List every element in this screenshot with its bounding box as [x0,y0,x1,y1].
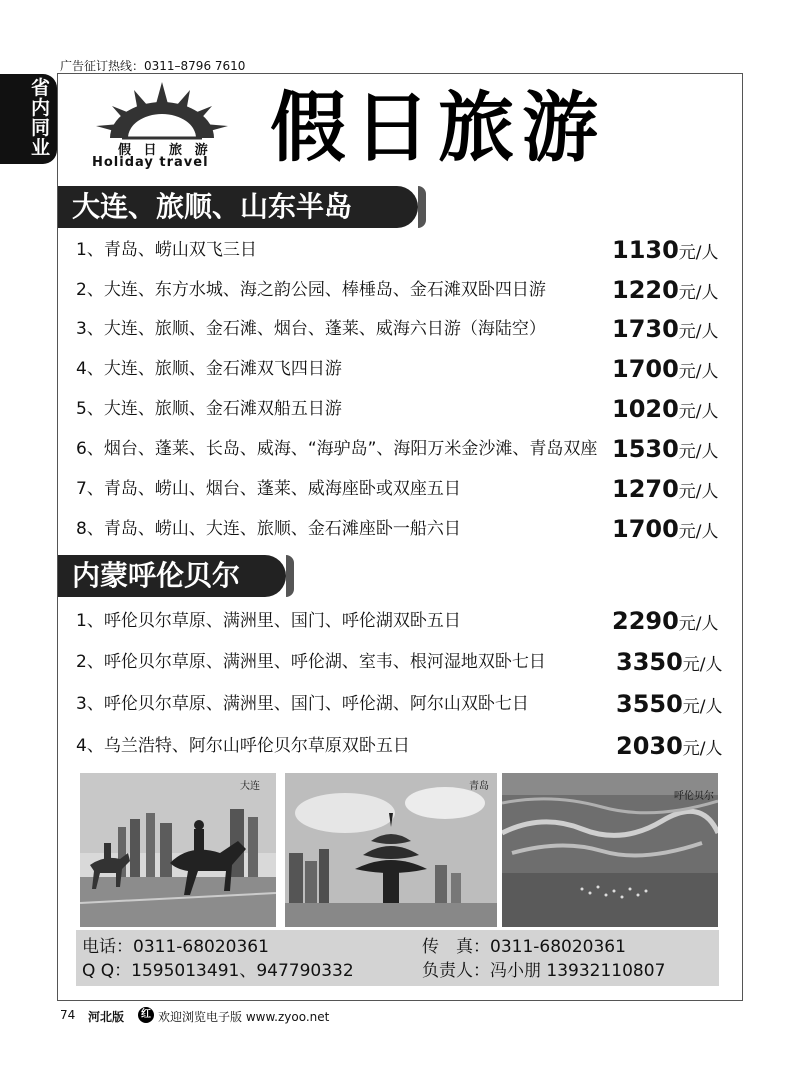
website-link[interactable]: 欢迎浏览电子版 www.zyoo.net [158,1010,330,1024]
route-name: 4、乌兰浩特、阿尔山呼伦贝尔草原双卧五日 [76,736,410,756]
edition-label: 河北版 [88,1010,125,1024]
route-name: 4、大连、旅顺、金石滩双飞四日游 [76,359,342,379]
contact-box [76,930,719,986]
route-price: 3350元/人 [616,648,723,676]
route-price: 1220元/人 [612,276,719,304]
route-name: 5、大连、旅顺、金石滩双船五日游 [76,399,342,419]
contact-manager: 负责人：冯小朋 13932110807 [422,961,666,981]
photo-caption: 大连 [240,781,260,792]
route-row [76,354,728,384]
route-name: 3、大连、旅顺、金石滩、烟台、蓬莱、威海六日游（海陆空） [76,319,546,339]
route-row [76,314,728,344]
dalian-horse-riders-image [80,773,276,927]
logo-cn-text: 假 日 旅 游 [118,143,212,158]
ad-hotline: 广告征订热线：0311–8796 7610 [60,59,246,73]
photo-qingdao [285,773,497,927]
route-row [76,731,728,761]
route-row [76,474,728,504]
route-name: 1、呼伦贝尔草原、满洲里、国门、呼伦湖双卧五日 [76,611,461,631]
hong-badge-icon: 红 [138,1007,154,1023]
route-name: 8、青岛、崂山、大连、旅顺、金石滩座卧一船六日 [76,519,461,539]
contact-qq: Q Q：1595013491、947790332 [82,961,354,981]
side-tab-char: 内 [31,97,51,119]
contact-fax: 传 真：0311-68020361 [422,937,626,957]
side-category-tab [0,74,57,164]
route-name: 1、青岛、崂山双飞三日 [76,240,257,260]
route-price: 2030元/人 [616,732,723,760]
qingdao-may-fourth-square-image [285,773,497,927]
route-row [76,606,728,636]
section-title-hulunbuir: 内蒙呼伦贝尔 [58,555,286,597]
page-title: 假日旅游 [270,83,606,172]
side-tab-char: 省 [31,77,51,99]
section-title-dalian: 大连、旅顺、山东半岛 [58,186,418,228]
route-row [76,275,728,305]
route-row [76,514,728,544]
route-price: 1530元/人 [612,435,719,463]
route-name: 7、青岛、崂山、烟台、蓬莱、威海座卧或双座五日 [76,479,461,499]
route-row [76,235,728,265]
photo-caption: 青岛 [469,781,489,792]
route-name: 3、呼伦贝尔草原、满洲里、国门、呼伦湖、阿尔山双卧七日 [76,694,529,714]
photo-caption: 呼伦贝尔 [674,791,714,802]
contact-phone: 电话：0311-68020361 [82,937,269,957]
route-name: 2、大连、东方水城、海之韵公园、棒棰岛、金石滩双卧四日游 [76,280,546,300]
route-row [76,394,728,424]
route-price: 2290元/人 [612,607,719,635]
photo-dalian [80,773,276,927]
route-price: 3550元/人 [616,690,723,718]
side-tab-char: 同 [31,117,51,139]
route-price: 1020元/人 [612,395,719,423]
route-price: 1130元/人 [612,236,719,264]
route-price: 1700元/人 [612,355,719,383]
side-tab-char: 业 [31,137,51,159]
route-name: 2、呼伦贝尔草原、满洲里、呼伦湖、室韦、根河湿地双卧七日 [76,652,546,672]
photo-hulunbuir [502,773,718,927]
route-price: 1730元/人 [612,315,719,343]
route-name: 6、烟台、蓬莱、长岛、威海、“海驴岛”、海阳万米金沙滩、青岛双座 [76,439,598,459]
route-price: 1700元/人 [612,515,719,543]
route-row [76,647,728,677]
route-row [76,434,728,464]
route-price: 1270元/人 [612,475,719,503]
route-row [76,689,728,719]
logo-en-text: Holiday travel [92,155,209,170]
page-number: 74 [60,1008,76,1022]
